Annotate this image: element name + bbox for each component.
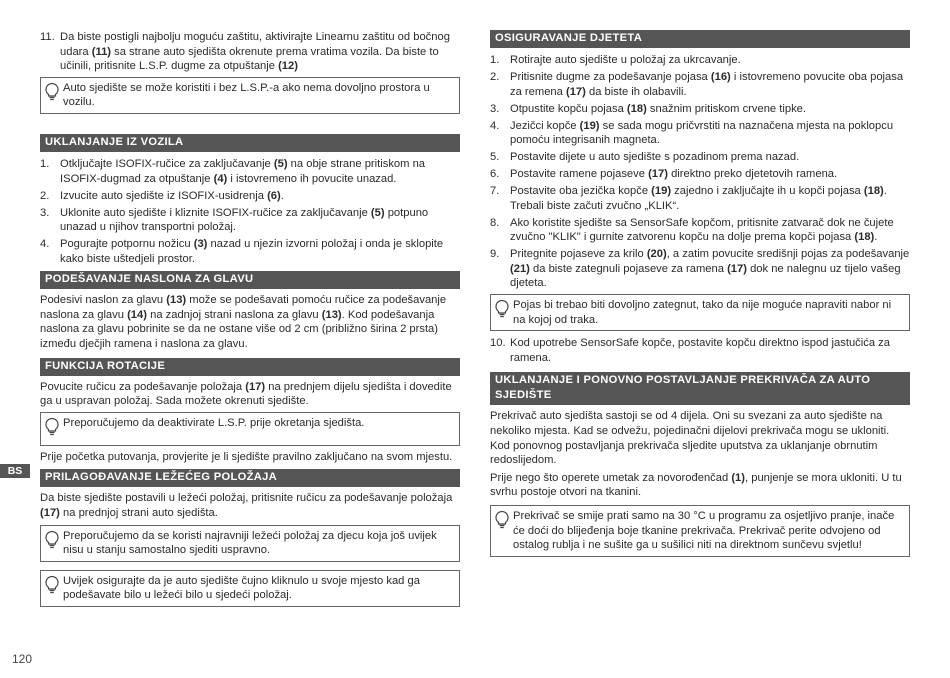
list-item: [490, 216, 910, 245]
item-text: Pogurajte potpornu nožicu: [60, 238, 194, 251]
part-ref: (6): [267, 189, 281, 202]
lightbulb-icon: [494, 510, 510, 530]
item-text: snažnim pritiskom crvene tipke.: [646, 102, 806, 115]
para-text: . Kod podešavanja naslona za glavu pobrinite se da ne ostane više od 2 cm (približno širina 2 prsta) između dječjih ramena i naslona za glavu.: [40, 308, 438, 351]
part-ref: (16): [710, 70, 731, 83]
list-item: [40, 206, 460, 235]
lightbulb-icon: [44, 575, 60, 595]
para-text: na prednjoj strani auto sjedišta.: [59, 507, 218, 520]
item-number: 3.: [40, 206, 50, 219]
language-tab: BS: [0, 464, 30, 478]
item-text: Kod upotrebe SensorSafe kopče, postavite kopču direktno ispod jastučića za ramena.: [510, 337, 890, 364]
continued-list: [40, 30, 460, 74]
note-box: [490, 294, 910, 331]
left-column: [40, 30, 460, 607]
section-heading-securing: OSIGURAVANJE DJETETA: [490, 30, 910, 48]
part-ref: (3): [193, 238, 208, 251]
note-box: [490, 505, 910, 557]
item-number: 11.: [40, 31, 55, 43]
list-item: [490, 247, 910, 291]
part-ref: (5): [370, 206, 385, 219]
note-text: Pojas bi trebao biti dovoljno zategnut, tako da nije moguće napraviti nabor ni na kojoj od traka.: [513, 299, 892, 326]
para-text: može se podešavati pomoću ručice za podešavanje naslona za glavu: [40, 294, 447, 321]
section-heading-headrest: PODEŠAVANJE NASLONA ZA GLAVU: [40, 271, 460, 289]
part-ref: (17): [245, 380, 266, 393]
para-text: , punjenje se mora ukloniti. U tu svrhu postoje otvori na tkanini.: [490, 471, 902, 499]
securing-steps-cont: [490, 336, 910, 365]
item-text: Rotirajte auto sjedište u položaj za ukrcavanje.: [510, 54, 741, 66]
list-item: [40, 237, 460, 266]
section-heading-cover: UKLANJANJE I PONOVNO POSTAVLJANJE PREKRIVAČA ZA AUTO SJEDIŠTE: [490, 372, 910, 405]
item-text: Pritisnite dugme za podešavanje pojasa: [510, 70, 711, 83]
lightbulb-icon: [44, 530, 60, 550]
list-item: [490, 184, 910, 213]
list-item: [490, 53, 910, 68]
item-text: zajedno i zaključajte ih u kopči pojasa: [671, 185, 864, 198]
item-text: .: [280, 189, 284, 202]
part-ref: (19): [651, 185, 672, 198]
item-number: 6.: [490, 168, 500, 181]
item-number: 2.: [490, 70, 500, 83]
right-column: [490, 30, 910, 557]
item-text: Da biste postigli najbolju moguću zaštitu, aktivirajte Linearnu zaštitu od bočnog udara: [60, 31, 450, 58]
item-text: Postavite dijete u auto sjedište s pozadinom prema nazad.: [510, 151, 800, 164]
part-ref: (17): [648, 168, 668, 181]
item-number: 5.: [490, 151, 500, 164]
securing-steps: [490, 53, 910, 291]
item-text: da biste zategnuli pojaseve za ramena: [529, 262, 728, 275]
note-text: Uvijek osigurajte da je auto sjedište čujno kliknulo u svoje mjesto kad ga podešavate bilo u ležeći bilo u sjedeći položaj.: [63, 574, 420, 602]
item-text: da biste ih olabavili.: [585, 85, 687, 98]
item-text: potpuno unazad u njihov transportni položaj.: [60, 206, 429, 234]
item-text: na obje strane pritiskom na ISOFIX-dugmad za otpuštanje: [60, 157, 426, 185]
list-item: [490, 119, 910, 148]
part-ref: (17): [727, 262, 747, 275]
section-heading-removal: UKLANJANJE IZ VOZILA: [40, 134, 460, 152]
lightbulb-icon: [494, 299, 510, 319]
part-ref: (18): [626, 102, 647, 115]
list-item: [40, 30, 460, 74]
item-number: 8.: [490, 216, 500, 229]
part-ref: (20): [646, 248, 667, 261]
para-text: na prednjem dijelu sjedišta i dovedite ga u uspravan položaj. Sada možete okrenuti sjedište.: [40, 380, 452, 408]
list-item: [490, 150, 910, 165]
para-text: Prije nego što operete umetak za novorođenčad: [490, 471, 732, 484]
item-text: Izvucite auto sjedište iz ISOFIX-usidrenja: [60, 189, 268, 202]
item-number: 7.: [490, 185, 500, 198]
section-heading-recline: PRILAGOĐAVANJE LEŽEĆEG POLOŽAJA: [40, 469, 460, 487]
part-ref: (17): [565, 85, 586, 98]
note-box: [40, 570, 460, 607]
item-text: Ako koristite sjedište sa SensorSafe kopčom, pritisnite zatvarač dok ne čujete zvučno "KLIK" i gurnite zatvorenu kopču na dolje prema kopči pojasa: [510, 216, 894, 244]
item-text: Postavite ramene pojaseve: [510, 168, 649, 181]
part-ref: (19): [579, 119, 600, 132]
recline-paragraph: [40, 491, 460, 520]
item-text: .: [874, 231, 878, 244]
para-text: Da biste sjedište postavili u ležeći položaj, pritisnite ručicu za podešavanje položaja: [40, 492, 453, 505]
rotation-paragraph: [40, 380, 460, 409]
note-text: Auto sjedište se može koristiti i bez L.S.P.-a ako nema dovoljno prostora u vozilu.: [63, 81, 430, 109]
item-text: dok ne nalegnu uz tijelo vašeg djeteta.: [510, 262, 901, 290]
part-ref: (1): [731, 471, 745, 484]
item-number: 1.: [490, 54, 500, 66]
note-text: Preporučujemo da deaktivirate L.S.P. prije okretanja sjedišta.: [63, 416, 365, 429]
note-box: [40, 77, 460, 114]
item-text: i istovremeno ih povucite unazad.: [227, 172, 397, 185]
list-item: [490, 70, 910, 99]
item-text: nazad u njezin izvorni položaj i onda je sklopite kako biste uštedjeli prostor.: [60, 238, 444, 265]
item-text: Postavite oba jezička kopče: [510, 185, 652, 198]
part-ref: (13): [321, 308, 342, 321]
part-ref: (13): [166, 294, 187, 307]
part-ref: (5): [273, 157, 288, 170]
item-number: 4.: [490, 119, 500, 132]
part-ref: (21): [510, 262, 530, 275]
list-item: [490, 167, 910, 182]
item-text: Pritegnite pojaseve za krilo: [510, 248, 647, 261]
item-text: i istovremeno povucite oba pojasa za remena: [510, 70, 904, 98]
part-ref: (12): [278, 60, 298, 73]
item-number: 1.: [40, 157, 50, 170]
item-text: sa strane auto sjedišta okrenute prema vratima vozila. Da biste to učinili, pritisnite L.S.P. dugme za otpuštanje: [60, 45, 439, 73]
part-ref: (17): [40, 507, 60, 520]
item-text: Jezičci kopče: [510, 119, 580, 132]
item-text: Otključajte ISOFIX-ručice za zaključavanje: [60, 157, 274, 170]
item-text: se sada mogu pričvrstiti na naznačena mjesta na poklopcu pomoću integrisanih magneta.: [510, 119, 894, 147]
section-heading-rotation: FUNKCIJA ROTACIJE: [40, 358, 460, 376]
item-number: 9.: [490, 248, 500, 261]
list-item: [490, 336, 910, 365]
headrest-paragraph: [40, 293, 460, 351]
item-text: direktno preko djetetovih ramena.: [667, 168, 838, 181]
note-text: Prekrivač se smije prati samo na 30 °C u programu za osjetljivo pranje, inače će doći do blijeđenja boje tkanine prekrivača. Prekrivač perite odvojeno od ostalog rublja i ne sušite ga u sušilici niti na direktnom sunčevu svjetlu!: [513, 509, 895, 552]
rotation-after: Prije početka putovanja, provjerite je li sjedište pravilno zaključano na svom mjestu.: [40, 450, 453, 463]
part-ref: (18): [854, 231, 875, 244]
item-text: Otpustite kopču pojasa: [510, 102, 627, 115]
part-ref: (18): [863, 185, 884, 198]
para-text: na zadnjoj strani naslona za glavu: [146, 308, 322, 321]
page-number: 120: [12, 652, 33, 666]
note-box: [40, 525, 460, 562]
item-number: 4.: [40, 238, 50, 251]
item-number: 3.: [490, 102, 500, 115]
list-item: [40, 189, 460, 204]
item-number: 2.: [40, 189, 50, 202]
item-text: , a zatim povucite središnji pojas za podešavanje: [666, 248, 910, 261]
part-ref: (14): [127, 308, 147, 321]
item-text: Uklonite auto sjedište i kliznite ISOFIX-ručice za zaključavanje: [60, 206, 371, 219]
note-text: Preporučujemo da se koristi najravniji ležeći položaj za djecu koja još uvijek nisu u stanju samostalno sjediti uspravno.: [63, 529, 437, 557]
lightbulb-icon: [44, 82, 60, 102]
part-ref: (4): [213, 172, 228, 185]
cover-paragraph-1: Prekrivač auto sjedišta sastoji se od 4 dijela. Oni su svezani za auto sjedište na nekoliko mjesta. Kad se odvežu, pojedinačni dijelovi prekrivača mogu se ukloniti. Kod ponovnog postavljanja prekrivača sljedite uputstva za uklanjanje obrnutim redoslijedom.: [490, 410, 890, 467]
list-item: [40, 157, 460, 186]
item-number: 10.: [490, 337, 506, 350]
part-ref: (11): [91, 45, 112, 58]
cover-paragraph-2: [490, 471, 910, 500]
item-text: . Trebali biste začuti zvučno „KLIK“.: [510, 185, 887, 212]
removal-steps: [40, 157, 460, 266]
note-box: [40, 412, 460, 446]
lightbulb-icon: [44, 417, 60, 437]
para-text: Povucite ručicu za podešavanje položaja: [40, 380, 246, 393]
para-text: Podesivi naslon za glavu: [40, 294, 167, 307]
list-item: [490, 102, 910, 117]
